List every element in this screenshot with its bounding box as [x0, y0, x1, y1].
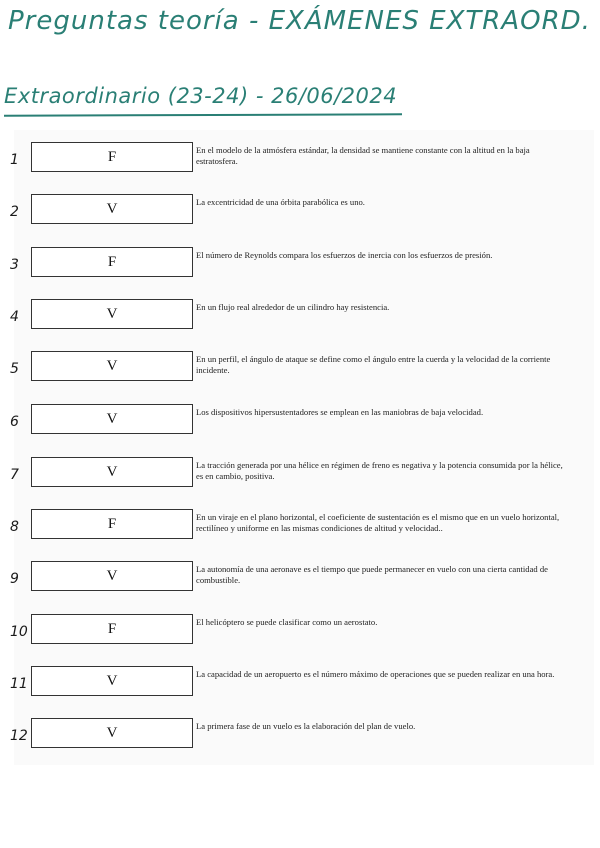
- question-text: El helicóptero se puede clasificar como un aerostato.: [196, 617, 378, 627]
- question-number: 9: [10, 571, 19, 587]
- question-text: La autonomía de una aeronave es el tiempo que puede permanecer en vuelo con una cierta cantidad de combustible.: [196, 564, 548, 585]
- answer-box: F: [31, 614, 193, 644]
- answer-box: F: [31, 247, 193, 277]
- question-row: [0, 614, 600, 654]
- question-row: [0, 194, 600, 234]
- question-row: [0, 247, 600, 287]
- question-row: [0, 404, 600, 444]
- subtitle-underline: [4, 113, 402, 116]
- question-number: 2: [10, 204, 19, 220]
- answer-box: V: [31, 194, 193, 224]
- question-row: [0, 509, 600, 549]
- answer-box: F: [31, 509, 193, 539]
- question-text: La primera fase de un vuelo es la elaboración del plan de vuelo.: [196, 721, 416, 731]
- question-row: [0, 457, 600, 497]
- question-row: [0, 351, 600, 391]
- exam-subtitle: Extraordinario (23-24) - 26/06/2024: [4, 84, 398, 108]
- question-text: En un flujo real alrededor de un cilindro hay resistencia.: [196, 302, 390, 312]
- page-title: Preguntas teoría - EXÁMENES EXTRAORD.: [8, 6, 591, 36]
- question-number: 1: [10, 152, 19, 168]
- question-row: [0, 142, 600, 182]
- question-number: 11: [10, 676, 28, 692]
- question-number: 3: [10, 257, 19, 273]
- question-row: [0, 718, 600, 758]
- answer-box: V: [31, 299, 193, 329]
- answer-box: V: [31, 666, 193, 696]
- question-number: 12: [10, 728, 28, 744]
- answer-box: F: [31, 142, 193, 172]
- question-number: 8: [10, 519, 19, 535]
- answer-box: V: [31, 404, 193, 434]
- question-number: 6: [10, 414, 19, 430]
- answer-box: V: [31, 561, 193, 591]
- answer-box: V: [31, 351, 193, 381]
- question-text: En el modelo de la atmósfera estándar, la densidad se mantiene constante con la altitud en la baja estratosfera.: [196, 145, 530, 166]
- question-number: 7: [10, 467, 19, 483]
- question-text: En un viraje en el plano horizontal, el coeficiente de sustentación es el mismo que en un vuelo horizontal, rectilíneo y uniforme en las mismas condiciones de altitud y velocidad..: [196, 512, 560, 533]
- question-number: 10: [10, 624, 28, 640]
- question-number: 4: [10, 309, 19, 325]
- question-row: [0, 561, 600, 601]
- question-text: En un perfil, el ángulo de ataque se define como el ángulo entre la cuerda y la velocidad de la corriente incidente.: [196, 354, 551, 375]
- question-row: [0, 666, 600, 706]
- question-text: El número de Reynolds compara los esfuerzos de inercia con los esfuerzos de presión.: [196, 250, 493, 260]
- question-number: 5: [10, 361, 19, 377]
- question-text: La excentricidad de una órbita parabólica es uno.: [196, 197, 365, 207]
- answer-box: V: [31, 457, 193, 487]
- question-text: Los dispositivos hipersustentadores se emplean en las maniobras de baja velocidad.: [196, 407, 484, 417]
- question-text: La capacidad de un aeropuerto es el número máximo de operaciones que se pueden realizar en una hora.: [196, 669, 555, 679]
- answer-box: V: [31, 718, 193, 748]
- question-text: La tracción generada por una hélice en régimen de freno es negativa y la potencia consumida por la hélice, es en cambio, positiva.: [196, 460, 563, 481]
- question-row: [0, 299, 600, 339]
